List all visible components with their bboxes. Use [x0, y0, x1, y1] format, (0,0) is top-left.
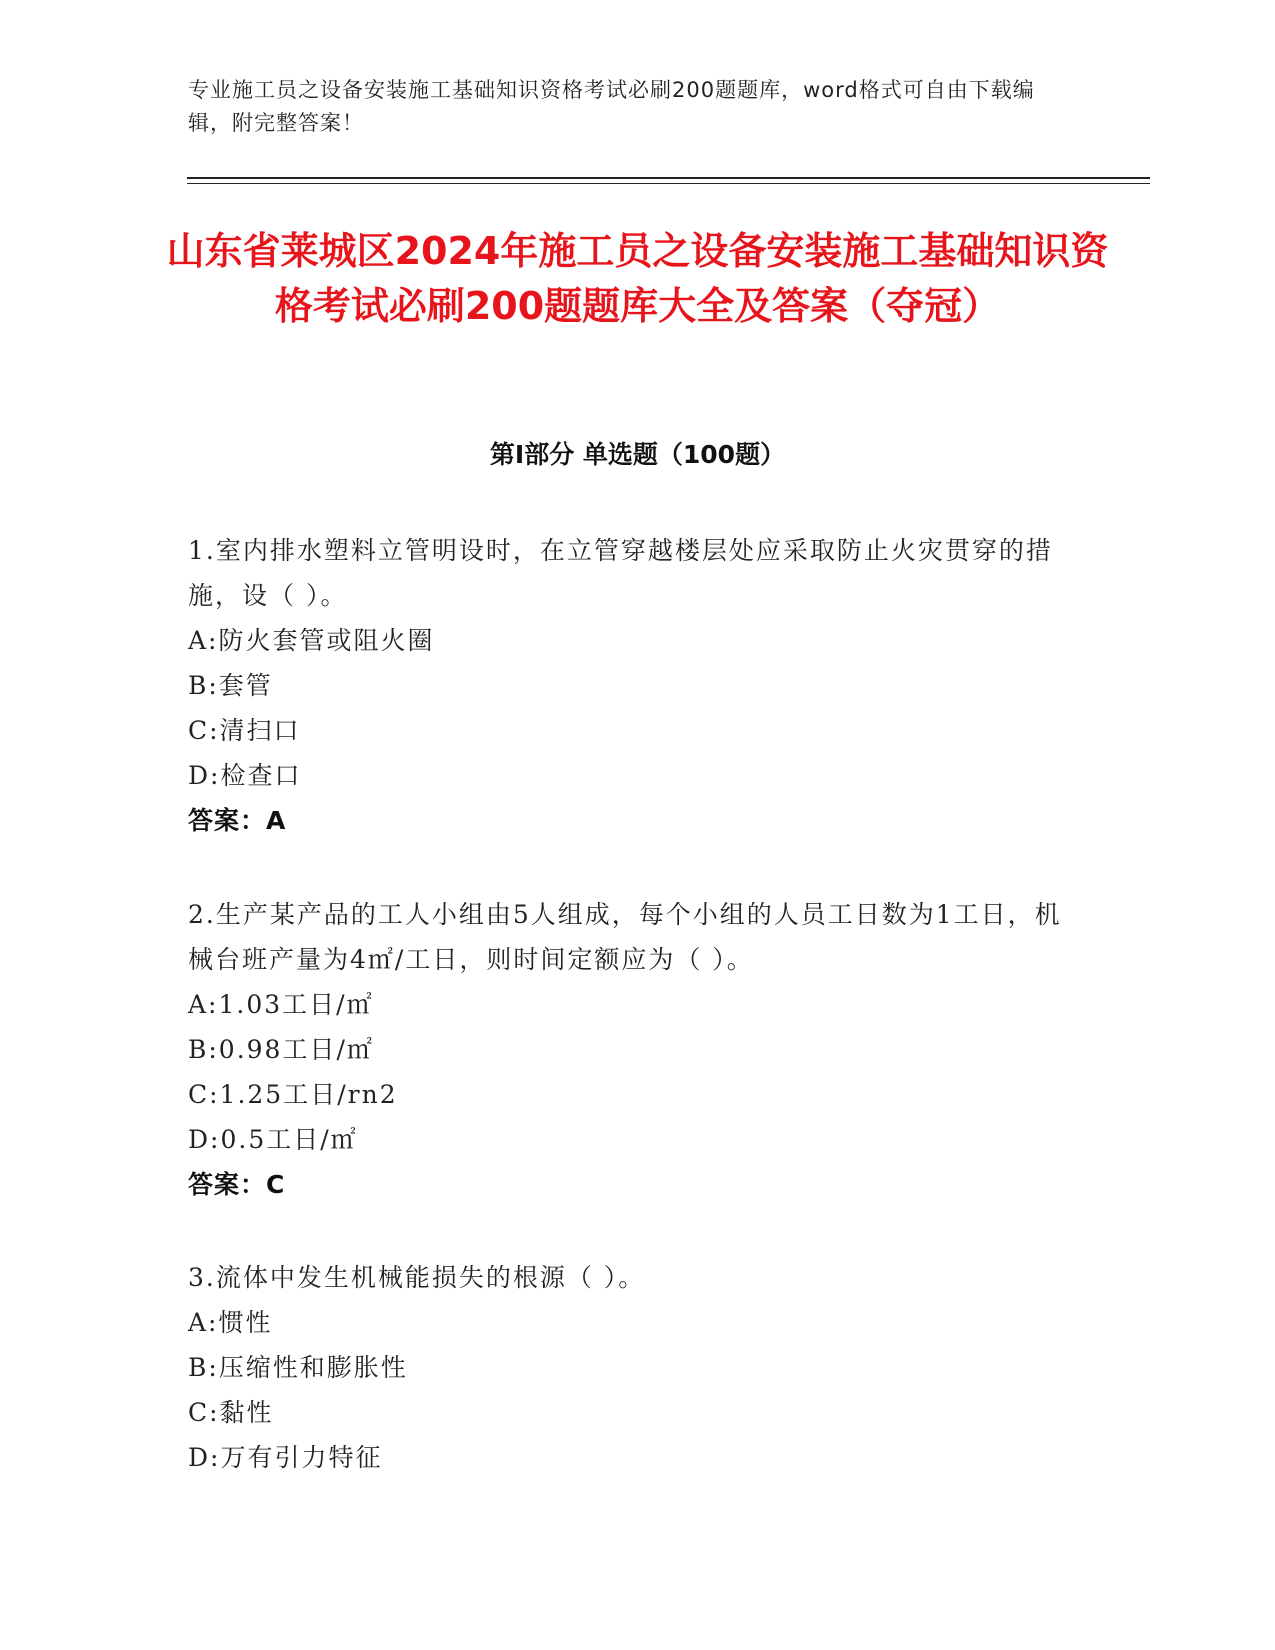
- option-a: A:防火套管或阻火圈: [188, 626, 435, 655]
- option-a: A:1.03工日/㎡: [188, 990, 374, 1019]
- question-stem: 2.生产某产品的工人小组由5人组成，每个小组的人员工日数为1工日，机械台班产量为4㎡/工日，则时间定额应为（ ）。: [188, 900, 1062, 974]
- header-note: 专业施工员之设备安装施工基础知识资格考试必刷200题题库，word格式可自由下载编辑，附完整答案！: [188, 78, 1035, 135]
- answer-label: 答案：C: [188, 1170, 286, 1199]
- answer-label: 答案：A: [188, 806, 287, 835]
- question-1: [188, 528, 1068, 843]
- header-rule-thick: [187, 177, 1150, 179]
- question-2: [188, 892, 1068, 1207]
- option-d: D:0.5工日/㎡: [188, 1125, 358, 1154]
- question-3: [188, 1255, 1068, 1480]
- option-c: C:黏性: [188, 1398, 274, 1427]
- question-stem: 1.室内排水塑料立管明设时，在立管穿越楼层处应采取防止火灾贯穿的措施，设（ ）。: [188, 536, 1053, 610]
- option-c: C:1.25工日/rn2: [188, 1080, 398, 1109]
- option-b: B:套管: [188, 671, 273, 700]
- document-title: 山东省莱城区2024年施工员之设备安装施工基础知识资格考试必刷200题题库大全及答案（夺冠）: [166, 229, 1109, 328]
- section-title: 第I部分 单选题（100题）: [489, 440, 786, 469]
- option-b: B:压缩性和膨胀性: [188, 1353, 408, 1382]
- question-stem: 3.流体中发生机械能损失的根源（ ）。: [188, 1263, 646, 1292]
- option-d: D:检查口: [188, 761, 302, 790]
- option-c: C:清扫口: [188, 716, 301, 745]
- option-d: D:万有引力特征: [188, 1443, 383, 1472]
- option-b: B:0.98工日/㎡: [188, 1035, 374, 1064]
- header-rule-thin: [187, 183, 1150, 184]
- option-a: A:惯性: [188, 1308, 273, 1337]
